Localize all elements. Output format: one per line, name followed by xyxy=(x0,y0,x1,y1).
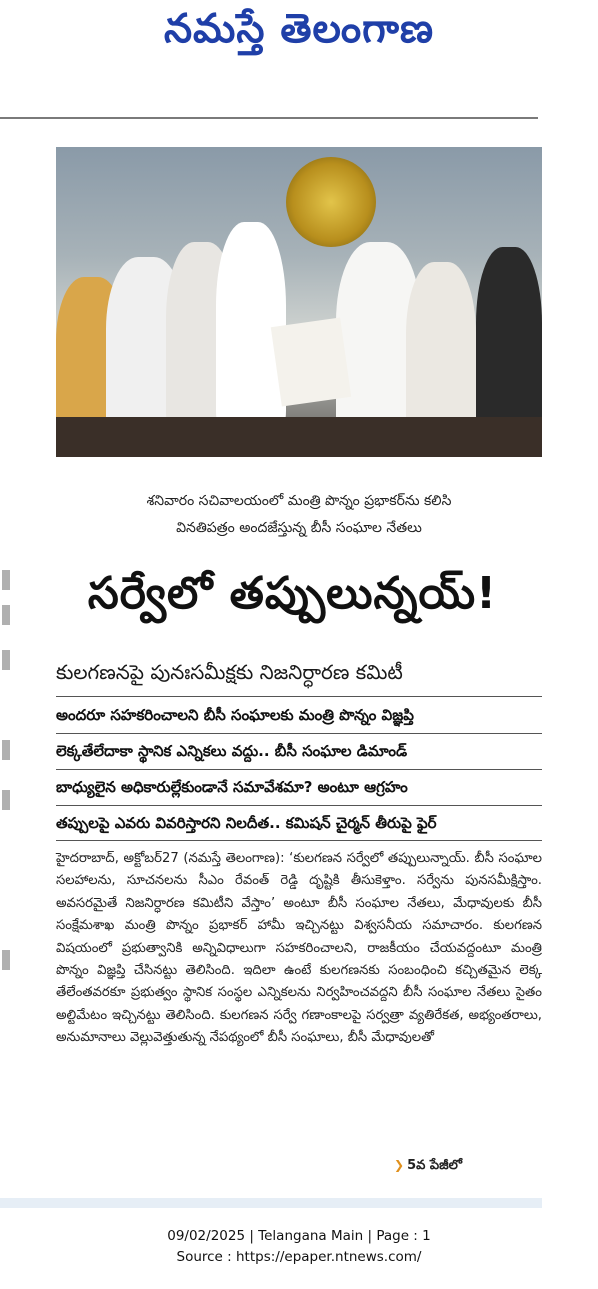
news-photo xyxy=(56,147,542,457)
left-sidebar-marks xyxy=(0,130,14,1190)
photo-caption xyxy=(56,488,542,542)
emblem-image xyxy=(286,157,376,247)
caption-line: వినతిపత్రం అందజేస్తున్న బీసీ సంఘాల నేతలు xyxy=(176,520,422,536)
masthead-divider xyxy=(0,117,538,119)
footer-band xyxy=(0,1198,542,1208)
deck-line: అందరూ సహకరించాలని బీసీ సంఘాలకు మంత్రి పొన్నం విజ్ఞప్తి xyxy=(56,706,414,724)
deck-line: బాధ్యులైన అధికారుల్లేకుండానే సమావేశమా? అంటూ ఆగ్రహం xyxy=(56,778,408,796)
subhead-divider xyxy=(56,696,542,697)
deck-divider xyxy=(56,840,542,841)
headline: సర్వేలో తప్పులున్నయ్‌! xyxy=(87,568,498,619)
deck-divider xyxy=(56,769,542,770)
deck-line: లెక్కతేలేదాకా స్థానిక ఎన్నికలు వద్దు.. బీసీ సంఘాల డిమాండ్‌ xyxy=(56,742,408,760)
masthead xyxy=(0,0,598,70)
continued-label: 5వ పేజీలో xyxy=(407,1158,462,1173)
article-body xyxy=(56,848,542,1050)
deck-divider xyxy=(56,805,542,806)
footer-edition-info: 09/02/2025 | Telangana Main | Page : 1 xyxy=(167,1228,431,1244)
play-arrow-icon: ❯ xyxy=(394,1158,405,1172)
masthead-title: నమస్తే తెలంగాణ xyxy=(163,6,435,52)
deck-line: తప్పులపై ఎవరు వివరిస్తారని నిలదీత.. కమిషన్‌ చైర్మన్‌ తీరుపై ఫైర్‌ xyxy=(56,814,437,832)
footer-source[interactable]: Source : https://epaper.ntnews.com/ xyxy=(176,1249,422,1265)
continued-link[interactable] xyxy=(394,1158,462,1176)
caption-line: శనివారం సచివాలయంలో మంత్రి పొన్నం ప్రభాకర్‌ను కలిసి xyxy=(146,493,452,509)
subheadline: కులగణనపై పునఃసమీక్షకు నిజనిర్ధారణ కమిటీ xyxy=(56,660,403,684)
meeting-table xyxy=(56,417,542,457)
footer xyxy=(0,1226,598,1268)
deck-divider xyxy=(56,733,542,734)
petition-paper xyxy=(271,318,351,407)
article-body-text: హైదరాబాద్‌, అక్టోబర్‌27 (నమస్తే తెలంగాణ): ‘కులగణన సర్వేలో తప్పులున్నాయ్‌. బీసీ సంఘాల సలహాలను, సూచనలను సీఎం రేవంత్‌ రెడ్డి దృష్టికి తీసుకెళ్తాం. సర్వేను పునసమీక్షిస్తాం. అవసరమైతే నిజనిర్ధారణ కమిటీని వేస్తాం’ అంటూ బీసీ సంఘాల నేతలు, మేధావులకు బీసీ సంక్షేమశాఖ మంత్రి పొన్నం ప్రభాకర్‌ హామీ ఇచ్చినట్టు విశ్వసనీయ సమాచారం. కులగణన విషయంలో ప్రభుత్వానికి అన్నివిధాలుగా సహకరించాలని, రాజకీయం చేయవద్దంటూ మంత్రి పొన్నం విజ్ఞప్తి చేసినట్టు తెలిసింది. ఇదిలా ఉంటే కులగణనకు సంబంధించి కచ్చితమైన లెక్క తేలేంతవరకూ ప్రభుత్వం స్థానిక సంస్థల ఎన్నికలను నిర్వహించవద్దని బీసీ సంఘాల నేతలు సైతం అల్టిమేటం ఇచ్చినట్టు తెలిసింది. కులగణన సర్వే గణాంకాలపై సర్వత్రా వ్యతిరేకత, అభ్యంతరాలు, అనుమానాలు వెల్లువెత్తుతున్న నేపథ్యంలో బీసీ సంఘాలు, బీసీ మేధావులతో xyxy=(56,851,542,1046)
